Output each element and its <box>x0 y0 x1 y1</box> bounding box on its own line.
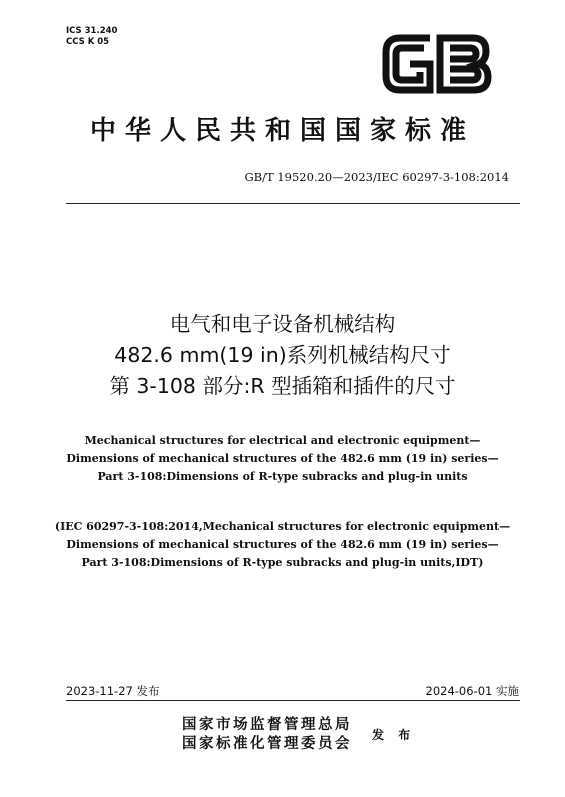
ics-code: ICS 31.240 <box>66 26 118 36</box>
english-title-line: Mechanical structures for electrical and electronic equipment— <box>84 434 481 447</box>
implementation-date: 2024-06-01 实施 <box>425 684 519 698</box>
iec-note-line: Part 3-108:Dimensions of R-type subracks and plug-in units,IDT) <box>81 556 484 569</box>
classification-codes <box>66 26 117 48</box>
header-divider <box>66 203 520 204</box>
chinese-title-line: 482.6 mm(19 in)系列机械结构尺寸 <box>114 343 451 367</box>
chinese-title-line: 第 3-108 部分:R 型插箱和插件的尺寸 <box>109 374 456 398</box>
iec-note-line: Dimensions of mechanical structures of the 482.6 mm (19 in) series— <box>66 538 499 551</box>
national-standard-title: 中华人民共和国国家标准 <box>89 116 475 146</box>
english-title-line: Part 3-108:Dimensions of R-type subracks and plug-in units <box>97 470 468 483</box>
english-title-line: Dimensions of mechanical structures of the 482.6 mm (19 in) series— <box>66 452 499 465</box>
issuer-samr: 国家市场监督管理总局 <box>182 717 352 733</box>
ccs-code: CCS K 05 <box>66 37 110 47</box>
iec-equivalence-note <box>0 518 565 572</box>
chinese-title-line: 电气和电子设备机械结构 <box>169 312 396 336</box>
footer-divider <box>66 700 520 701</box>
publish-label: 发 布 <box>372 728 416 742</box>
iec-note-line: (IEC 60297-3-108:2014,Mechanical structures for electronic equipment— <box>54 520 511 533</box>
english-title <box>0 432 565 486</box>
issuing-authorities <box>182 716 352 754</box>
gb-logo-icon <box>378 30 496 98</box>
issue-date: 2023-11-27 发布 <box>66 684 160 698</box>
standard-number: GB/T 19520.20—2023/IEC 60297-3-108:2014 <box>244 170 509 184</box>
chinese-title <box>0 309 565 402</box>
issuer-sac: 国家标准化管理委员会 <box>182 736 352 752</box>
